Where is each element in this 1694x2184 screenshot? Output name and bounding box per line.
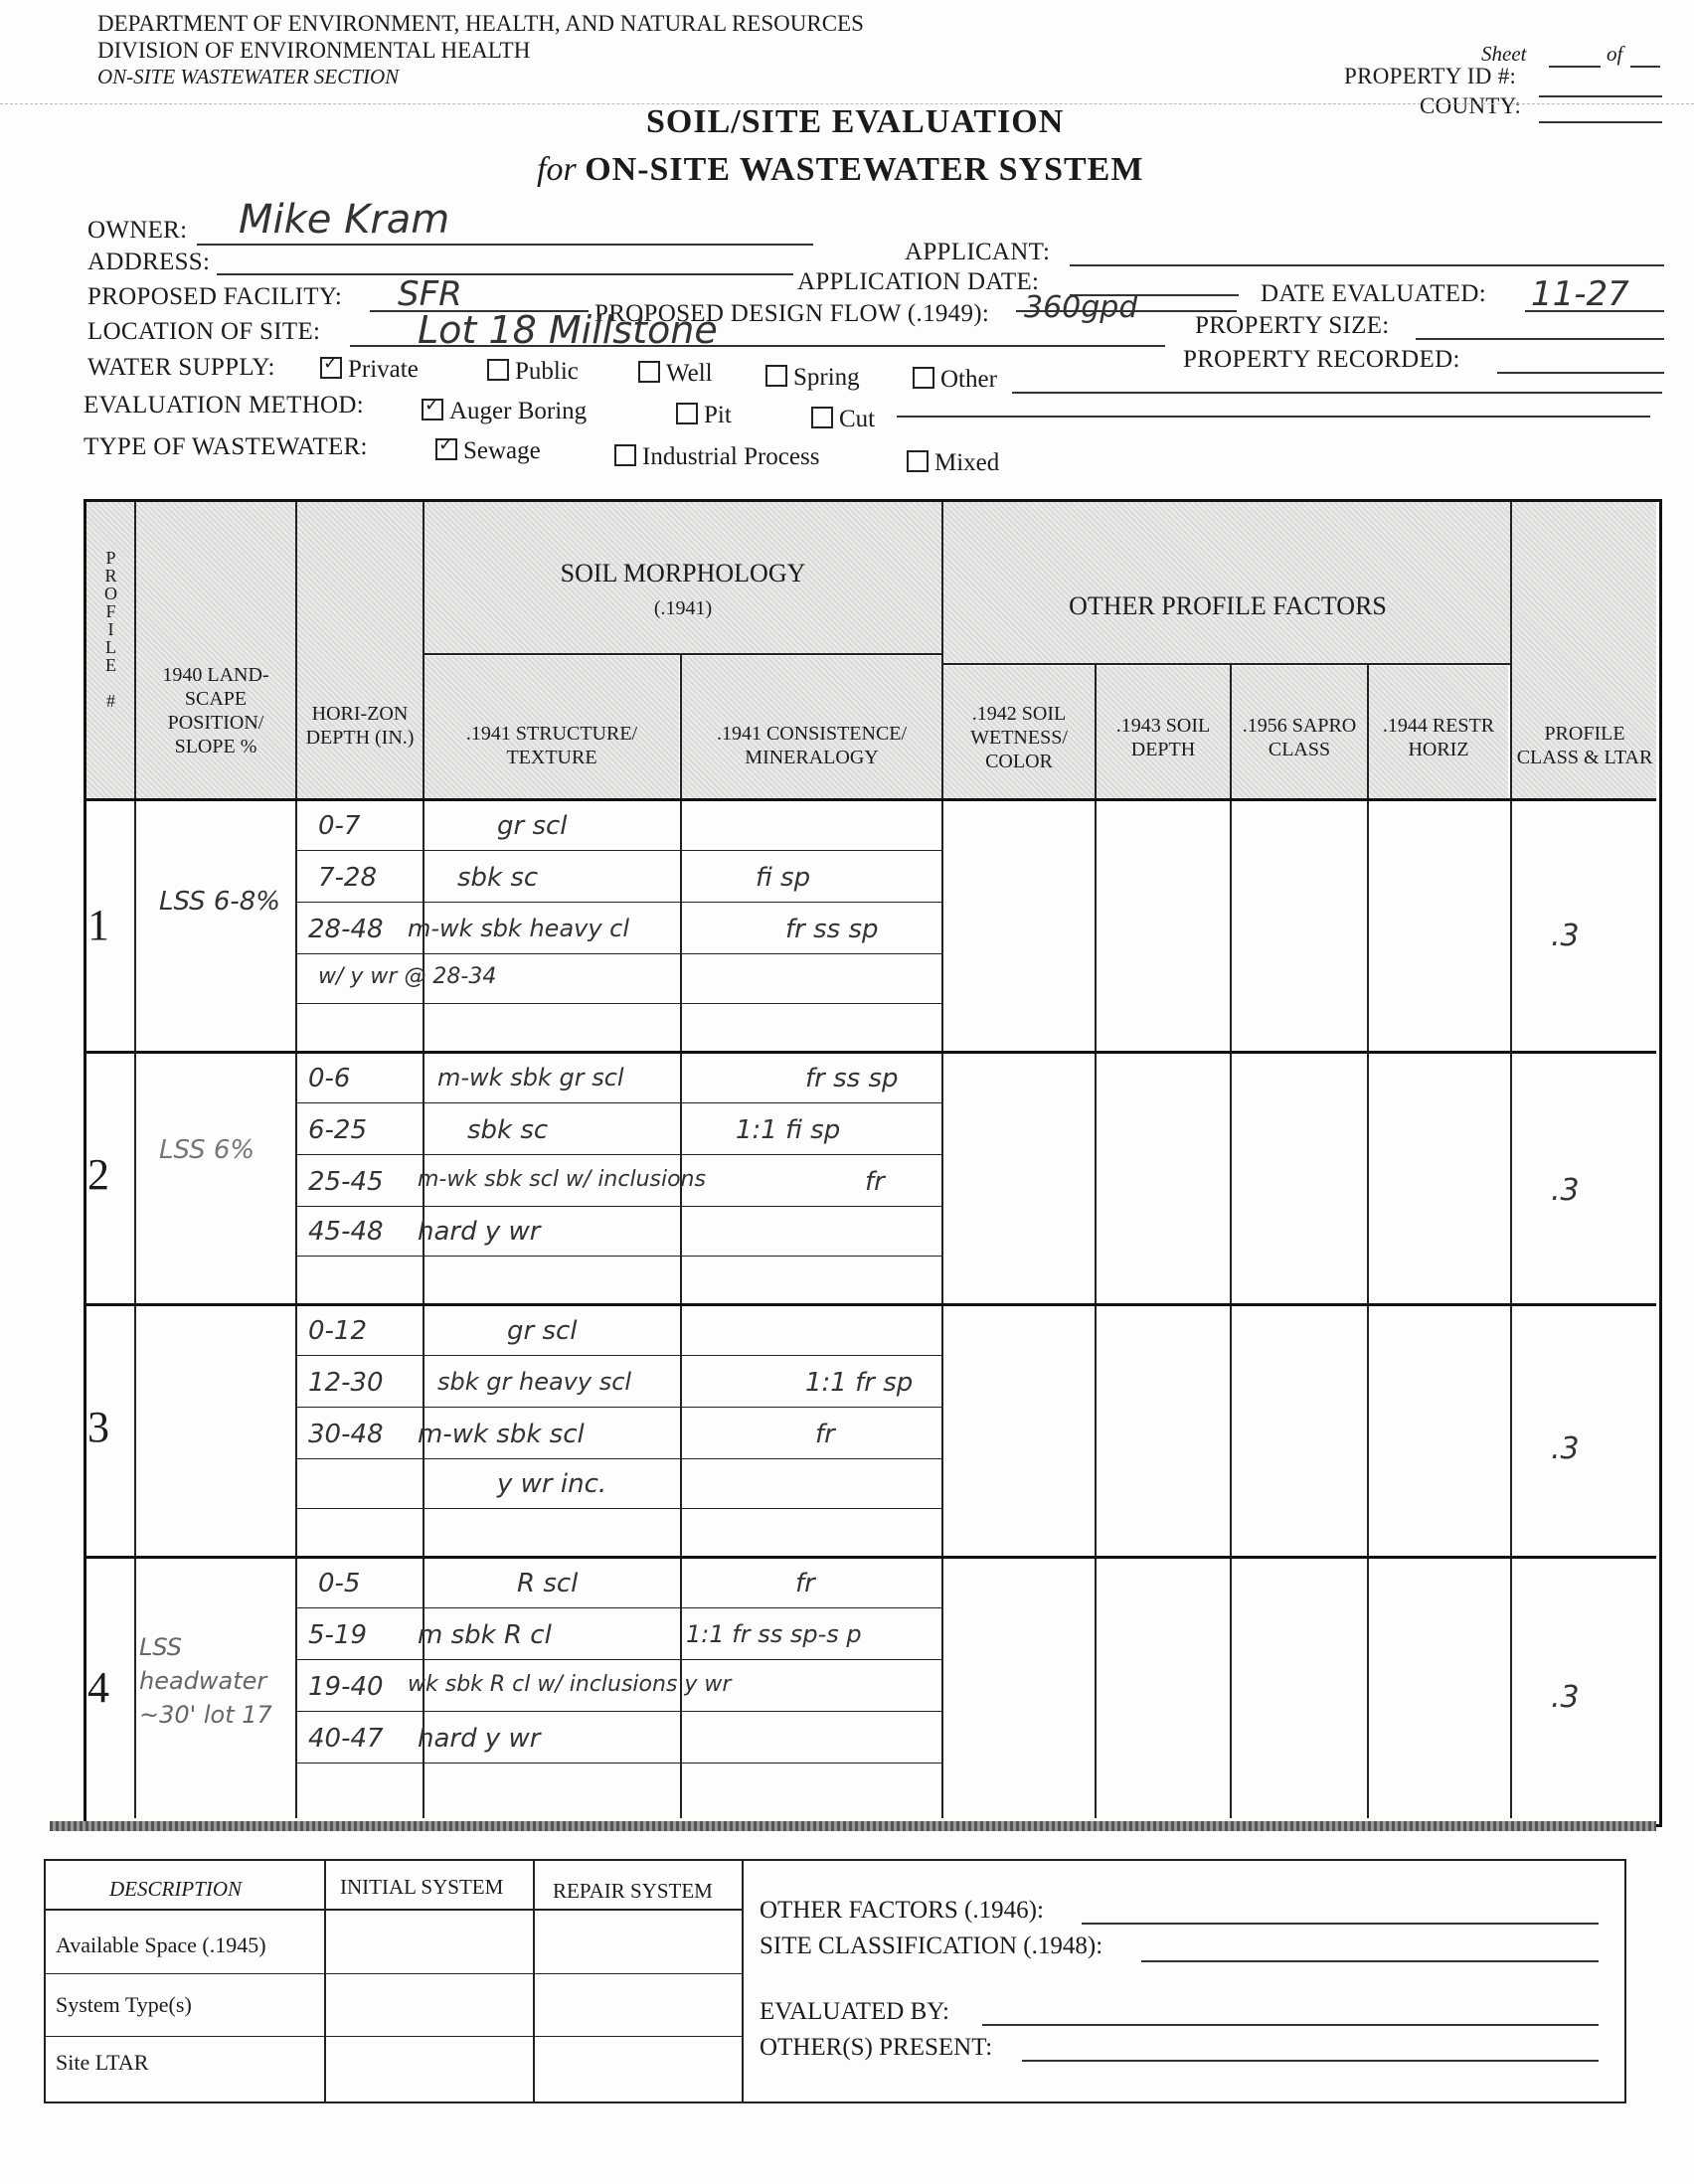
profile-number: 4 — [87, 1663, 109, 1712]
checkbox-icon[interactable] — [614, 444, 636, 466]
date-evaluated-value: 11-27 — [1531, 274, 1629, 314]
structure-texture: hard y wr — [418, 1217, 541, 1247]
others-present-line[interactable] — [1022, 2060, 1599, 2062]
horizon-depth: 25-45 — [308, 1167, 384, 1197]
date-evaluated-label: DATE EVALUATED: — [1261, 280, 1486, 307]
structure-texture: R scl — [517, 1569, 579, 1598]
row-line — [295, 1206, 941, 1207]
horizon-depth: 30-48 — [308, 1420, 384, 1449]
consistence-mineralogy: fr ss sp — [785, 915, 879, 944]
structure-texture: w/ y wr @ 28-34 — [318, 964, 497, 989]
row-line — [295, 953, 941, 954]
evaluation-method-line[interactable] — [897, 416, 1650, 418]
horizon-depth: 7-28 — [318, 863, 378, 893]
initial-system-header: INITIAL SYSTEM — [340, 1875, 504, 1899]
profile-number: 3 — [87, 1403, 109, 1451]
horizon-depth: 19-40 — [308, 1672, 384, 1702]
profile-separator — [86, 1051, 1656, 1054]
location-value: Lot 18 Millstone — [418, 308, 718, 352]
profile-number: 1 — [87, 901, 109, 949]
checkbox-icon[interactable] — [765, 365, 787, 387]
horizon-depth: 40-47 — [308, 1724, 384, 1754]
profile-class-value: .3 — [1551, 1173, 1580, 1208]
horizon-depth: 45-48 — [308, 1217, 384, 1247]
consistence-mineralogy: fr — [865, 1167, 885, 1197]
row-line — [295, 1003, 941, 1004]
row-line — [295, 1711, 941, 1712]
grid-line — [941, 502, 943, 1818]
consistence-mineralogy: 1:1 fr ss sp-s p — [686, 1620, 862, 1648]
checkbox-icon[interactable] — [811, 407, 833, 428]
system-types-label: System Type(s) — [56, 1992, 192, 2017]
row-line — [295, 850, 941, 851]
soil-depth-header: .1943 SOIL DEPTH — [1115, 715, 1211, 760]
horizon-depth: 12-30 — [308, 1368, 384, 1398]
wastewater-type-industrial[interactable]: Industrial Process — [614, 443, 819, 471]
owner-value: Mike Kram — [239, 197, 450, 243]
structure-header: .1941 STRUCTURE/ TEXTURE — [465, 723, 638, 768]
checkbox-checked-icon[interactable] — [320, 357, 342, 379]
checkbox-checked-icon[interactable] — [435, 438, 457, 460]
dept-line-3: ON-SITE WASTEWATER SECTION — [97, 65, 400, 88]
consistence-mineralogy: fr — [795, 1569, 815, 1598]
row-line — [295, 1407, 941, 1408]
grid-line — [1367, 664, 1369, 1818]
checkbox-checked-icon[interactable] — [422, 399, 443, 420]
subtitle-main: ON-SITE WASTEWATER SYSTEM — [585, 151, 1144, 188]
row-line — [295, 902, 941, 903]
horizon-depth: 28-48 — [308, 915, 384, 944]
form-title: SOIL/SITE EVALUATION — [646, 103, 1065, 140]
row-line — [295, 1763, 941, 1764]
applicant-line[interactable] — [1070, 264, 1664, 266]
horizon-depth: 6-25 — [308, 1115, 368, 1145]
grid-line — [86, 798, 1656, 801]
structure-texture: m-wk sbk scl w/ inclusions — [418, 1167, 706, 1192]
profile-class-header: PROFILE CLASS & LTAR — [1516, 723, 1653, 768]
of-label: of — [1607, 42, 1623, 66]
grid-line — [295, 502, 297, 1818]
structure-texture: wk sbk R cl w/ inclusions y wr — [408, 1672, 732, 1697]
structure-texture: m-wk sbk scl — [418, 1420, 585, 1449]
address-line[interactable] — [217, 273, 793, 275]
sheet-line[interactable] — [1549, 66, 1601, 68]
owner-label: OWNER: — [87, 217, 188, 244]
available-space-label: Available Space (.1945) — [56, 1932, 266, 1957]
description-header: DESCRIPTION — [109, 1877, 242, 1901]
owner-line[interactable] — [197, 244, 813, 246]
profile-class-value: .3 — [1551, 1680, 1580, 1715]
water-supply-other-line[interactable] — [1012, 392, 1662, 394]
grid-line — [1230, 664, 1232, 1818]
grid-line — [44, 1909, 742, 1911]
water-supply-public[interactable]: Public — [487, 358, 579, 386]
form-subtitle — [537, 151, 1143, 189]
water-supply-well[interactable]: Well — [638, 360, 713, 388]
consistence-mineralogy: fr — [815, 1420, 835, 1449]
soil-wetness-header: .1942 SOIL WETNESS/ COLOR — [970, 703, 1068, 772]
horizon-depth: 0-6 — [308, 1064, 351, 1093]
checkbox-icon[interactable] — [913, 367, 934, 389]
consistence-header: .1941 CONSISTENCE/ MINERALOGY — [716, 723, 908, 768]
water-supply-other[interactable]: Other — [913, 366, 997, 394]
property-id-line[interactable] — [1539, 95, 1662, 97]
row-line — [295, 1355, 941, 1356]
grid-line — [423, 653, 941, 655]
site-classification-line[interactable] — [1141, 1960, 1599, 1962]
profile-separator — [86, 1303, 1656, 1306]
profile-class-value: .3 — [1551, 919, 1580, 953]
wastewater-type-mixed[interactable]: Mixed — [907, 449, 999, 477]
row-line — [295, 1154, 941, 1155]
dept-line-2: DIVISION OF ENVIRONMENTAL HEALTH — [97, 38, 531, 63]
others-present-label: OTHER(S) PRESENT: — [760, 2034, 993, 2061]
grid-line — [680, 654, 682, 1818]
horizon-depth: 0-12 — [308, 1316, 368, 1346]
profile-number: 2 — [87, 1150, 109, 1199]
location-label: LOCATION OF SITE: — [87, 318, 321, 345]
checkbox-icon[interactable] — [676, 403, 698, 424]
landscape-value: LSS headwater ~30' lot 17 — [139, 1633, 272, 1729]
row-line — [295, 1607, 941, 1608]
property-size-label: PROPERTY SIZE: — [1195, 312, 1390, 339]
profile-separator — [86, 1556, 1656, 1559]
grid-line — [533, 1859, 535, 2101]
consistence-mineralogy: 1:1 fi sp — [736, 1115, 841, 1145]
structure-texture: m-wk sbk gr scl — [437, 1064, 624, 1092]
water-supply-label: WATER SUPPLY: — [87, 354, 275, 381]
grid-line — [44, 2036, 742, 2037]
property-id-label: PROPERTY ID #: — [1344, 64, 1517, 88]
sheet-label: Sheet — [1481, 42, 1527, 66]
horizon-depth: 5-19 — [308, 1620, 368, 1650]
checkbox-icon[interactable] — [487, 359, 509, 381]
soil-morphology-code: (.1941) — [653, 597, 713, 619]
profile-header: PROFILE # — [100, 548, 121, 709]
profile-class-value: .3 — [1551, 1431, 1580, 1466]
soil-morphology-header: SOIL MORPHOLOGY — [560, 559, 806, 588]
grid-line — [1095, 664, 1097, 1818]
restr-horiz-header: .1944 RESTR HORIZ — [1382, 715, 1495, 760]
row-line — [295, 1458, 941, 1459]
department-block — [97, 10, 864, 90]
structure-texture: m sbk R cl — [418, 1620, 552, 1650]
grid-line — [44, 1973, 742, 1974]
checkbox-icon[interactable] — [638, 361, 660, 383]
grid-line — [324, 1859, 326, 2101]
site-classification-label: SITE CLASSIFICATION (.1948): — [760, 1932, 1103, 1959]
property-recorded-line[interactable] — [1497, 372, 1664, 374]
landscape-value: LSS 6-8% — [159, 887, 281, 917]
property-recorded-label: PROPERTY RECORDED: — [1183, 346, 1460, 373]
grid-line — [1510, 502, 1512, 1818]
county-label: COUNTY: — [1420, 93, 1522, 118]
evaluation-method-auger[interactable]: ✓ Auger Boring — [422, 398, 587, 425]
other-profile-factors-header: OTHER PROFILE FACTORS — [1069, 591, 1387, 620]
repair-system-header: REPAIR SYSTEM — [553, 1879, 713, 1903]
horizon-depth: 0-5 — [318, 1569, 361, 1598]
structure-texture: gr scl — [497, 811, 568, 841]
consistence-mineralogy: fr ss sp — [805, 1064, 899, 1093]
property-size-line[interactable] — [1416, 338, 1664, 340]
evaluation-method-label: EVALUATION METHOD: — [84, 392, 364, 419]
structure-texture: sbk gr heavy scl — [437, 1368, 632, 1396]
other-factors-label: OTHER FACTORS (.1946): — [760, 1897, 1044, 1924]
applicant-label: APPLICANT: — [905, 239, 1051, 265]
design-flow-label: PROPOSED DESIGN FLOW (.1949): — [594, 300, 990, 327]
structure-texture: y wr inc. — [497, 1469, 607, 1499]
sapro-class-header: .1956 SAPRO CLASS — [1242, 715, 1357, 760]
proposed-facility-value: SFR — [398, 274, 462, 314]
other-factors-line[interactable] — [1082, 1923, 1599, 1925]
checkbox-icon[interactable] — [907, 450, 929, 472]
structure-texture: gr scl — [507, 1316, 578, 1346]
row-line — [295, 1256, 941, 1257]
wastewater-type-sewage[interactable]: ✓ Sewage — [435, 437, 541, 465]
grid-line — [134, 502, 136, 1818]
row-line — [295, 1659, 941, 1660]
scan-band — [50, 1821, 1656, 1831]
consistence-mineralogy: 1:1 fr sp — [805, 1368, 914, 1398]
water-supply-spring[interactable]: Spring — [765, 364, 860, 392]
evaluated-by-label: EVALUATED BY: — [760, 1998, 949, 2025]
structure-texture: sbk sc — [457, 863, 539, 893]
dept-line-1: DEPARTMENT OF ENVIRONMENT, HEALTH, AND NATURAL RESOURCES — [97, 11, 864, 36]
address-label: ADDRESS: — [87, 249, 211, 275]
horizon-depth: 0-7 — [318, 811, 361, 841]
grid-line — [941, 663, 1510, 665]
evaluation-method-pit[interactable]: Pit — [676, 402, 732, 429]
horizon-header: HORI-ZON DEPTH (IN.) — [305, 703, 415, 749]
structure-texture: sbk sc — [467, 1115, 549, 1145]
structure-texture: hard y wr — [418, 1724, 541, 1754]
application-date-label: APPLICATION DATE: — [797, 268, 1040, 295]
structure-texture: m-wk sbk heavy cl — [408, 915, 630, 942]
proposed-facility-label: PROPOSED FACILITY: — [87, 283, 343, 310]
county-line[interactable] — [1539, 121, 1662, 123]
consistence-mineralogy: fi sp — [756, 863, 811, 893]
wastewater-type-label: TYPE OF WASTEWATER: — [84, 433, 368, 460]
landscape-header: 1940 LAND-SCAPE POSITION/ SLOPE % — [162, 664, 269, 757]
water-supply-private[interactable]: ✓ Private — [320, 356, 419, 384]
evaluation-method-cut[interactable]: Cut — [811, 406, 875, 433]
landscape-value: LSS 6% — [159, 1135, 255, 1165]
design-flow-value: 360gpd — [1024, 290, 1138, 325]
of-line[interactable] — [1630, 66, 1660, 68]
evaluated-by-line[interactable] — [982, 2024, 1599, 2026]
site-ltar-label: Site LTAR — [56, 2050, 149, 2075]
subtitle-prefix: for — [537, 151, 577, 188]
row-line — [295, 1102, 941, 1103]
row-line — [295, 1508, 941, 1509]
